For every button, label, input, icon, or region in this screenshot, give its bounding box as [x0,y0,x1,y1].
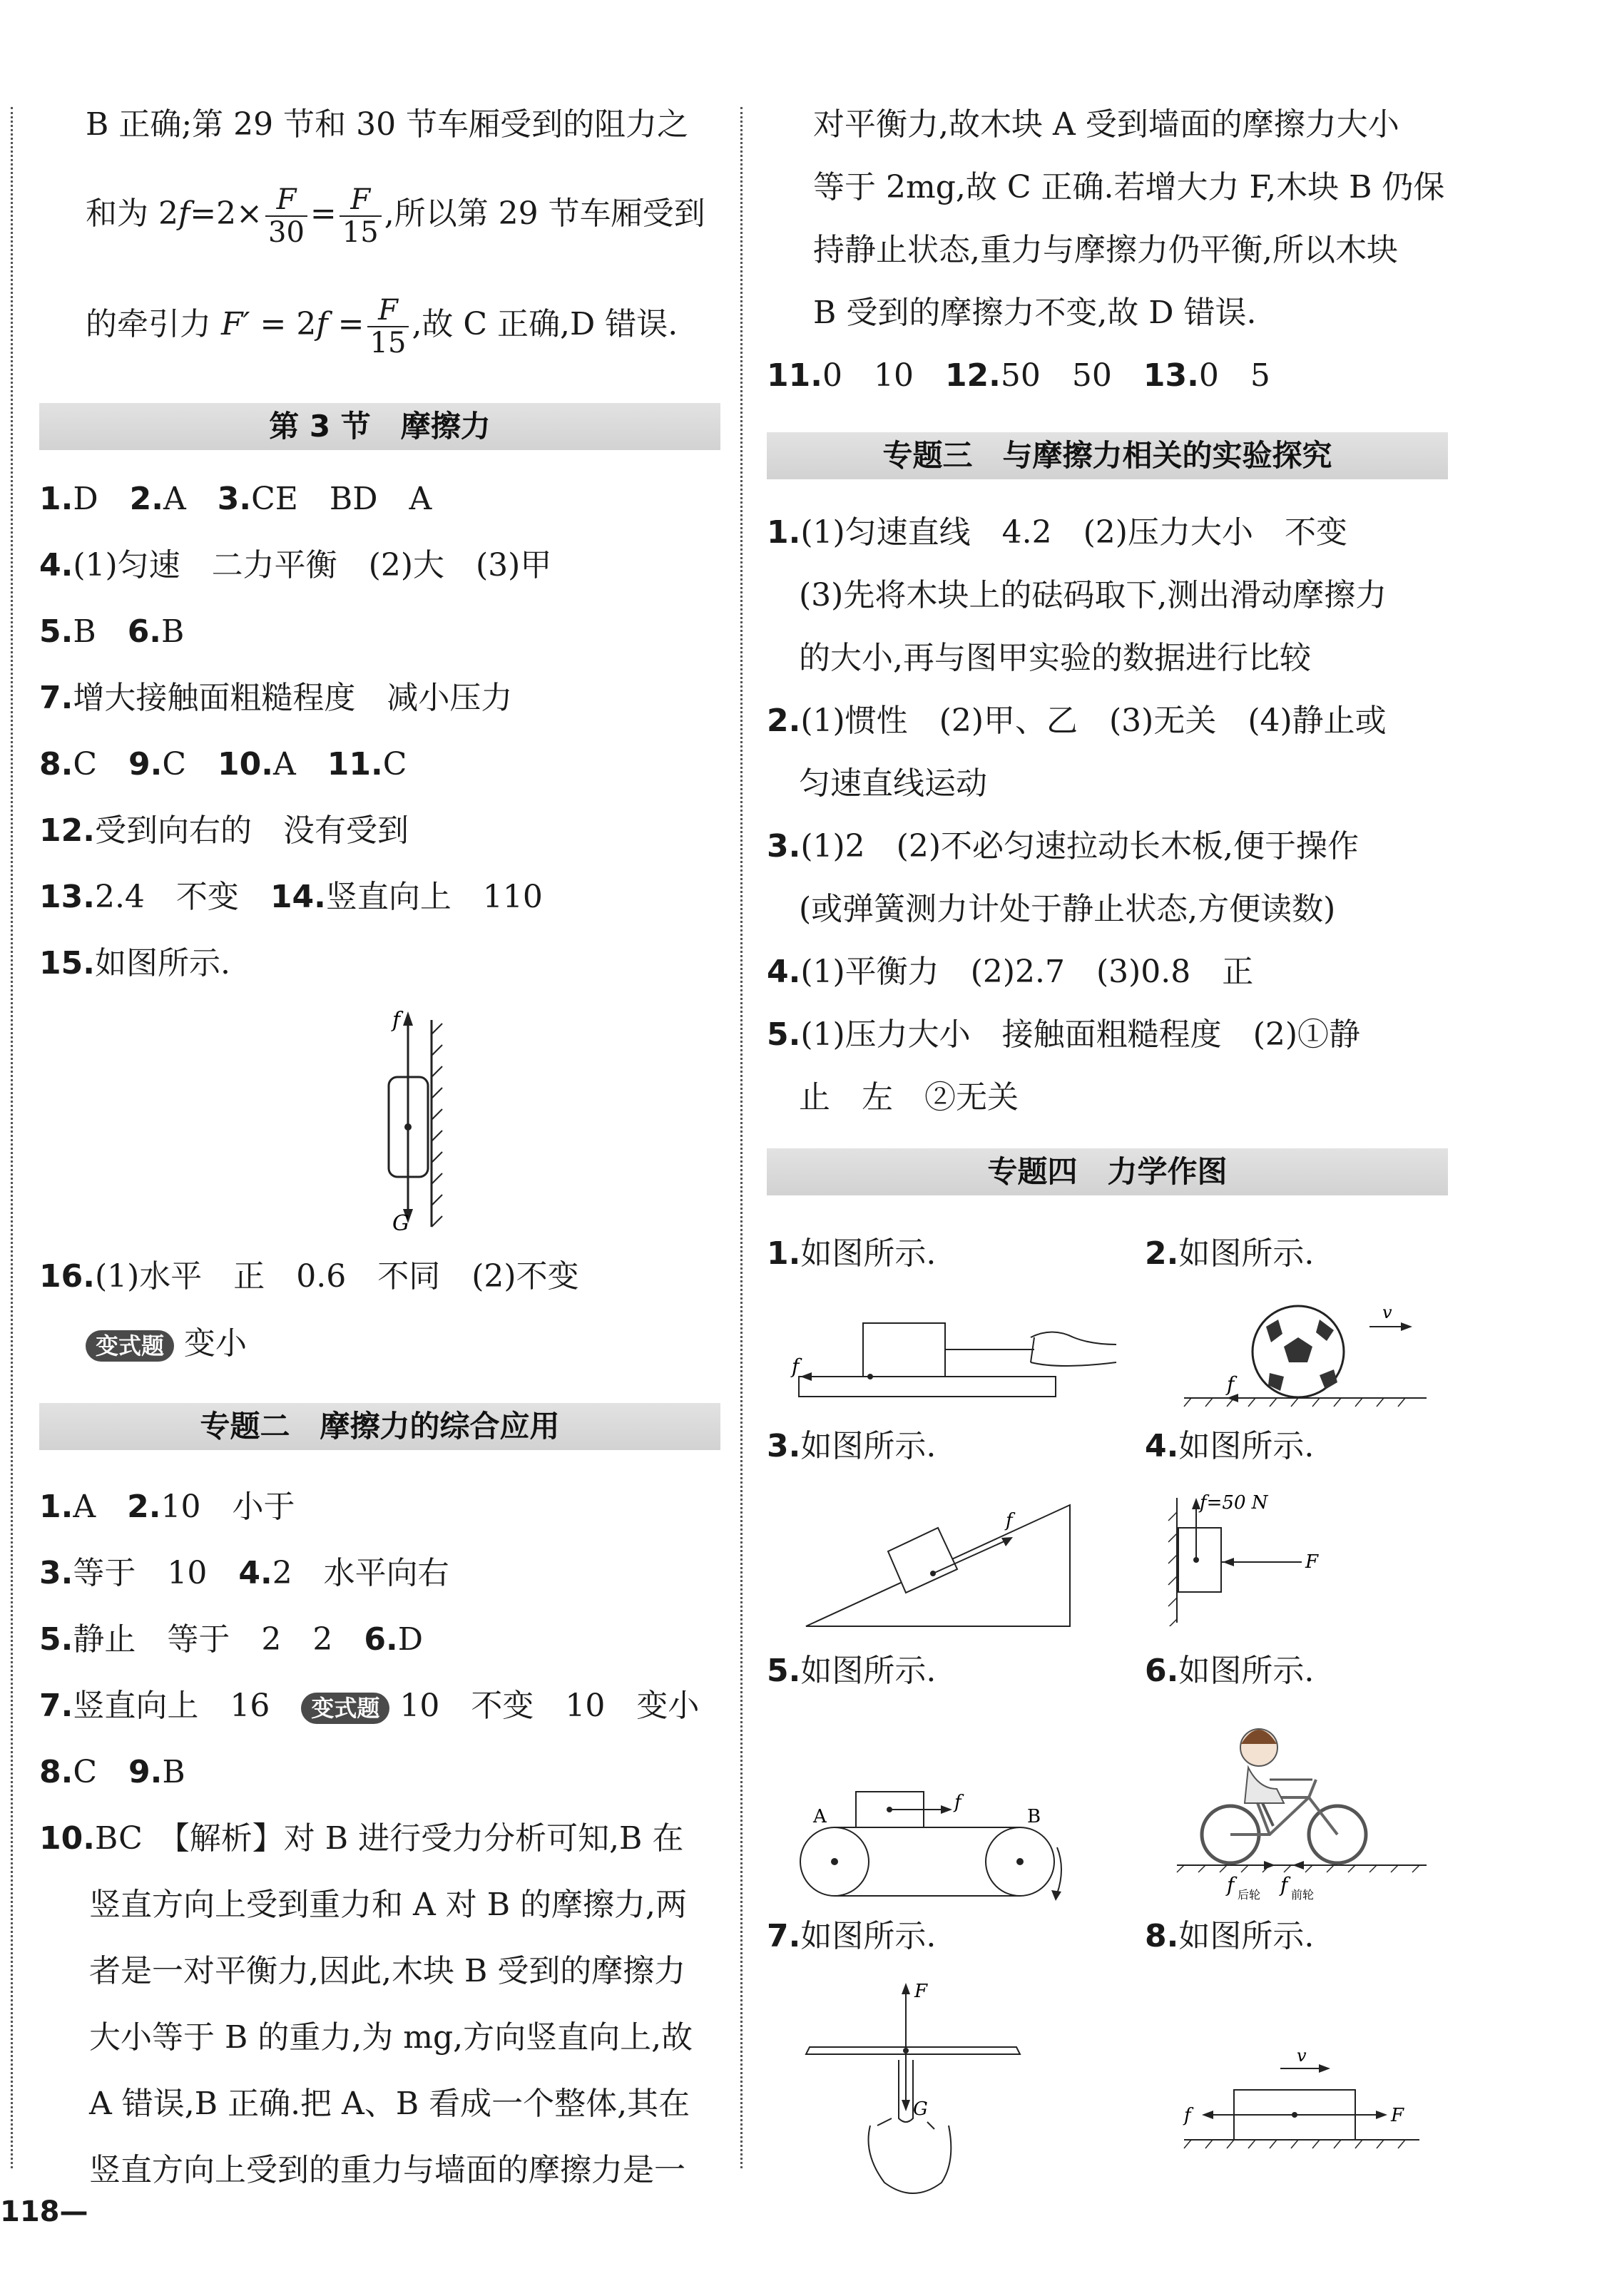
figure-1 [785,1298,1127,1405]
answer-line [767,700,1387,743]
girl-body [1245,1767,1284,1803]
q-num: 1. [767,514,801,551]
q-num: 11. [767,357,822,394]
answer-line [767,825,1359,868]
q-num: 12. [944,357,1001,394]
q-num: 9. [128,1754,163,1790]
ans: (1)2 (2)不必匀速拉动长木板,便于操作 [800,828,1359,864]
fraction [367,295,409,359]
answer-line [39,611,184,653]
q-num: 3. [217,481,252,517]
figure-6 [1156,1712,1455,1904]
arrow-head [902,2100,910,2111]
label-F: F [1305,1551,1319,1573]
text: 和为 2 [86,195,178,232]
block [888,1528,957,1593]
answer-line [1145,1650,1314,1693]
q-num: 4. [767,954,801,990]
q-num: 2. [127,1489,161,1525]
answer-line [39,1618,423,1661]
q-num: 6. [364,1621,398,1658]
text: 的牵引力 [86,306,221,342]
q-num: 7. [767,1918,801,1954]
text-line: 竖直方向上受到重力和 A 对 B 的摩擦力,两 [89,1887,688,1923]
text-line: A 错误,B 正确.把 A、B 看成一个整体,其在 [89,2086,690,2122]
answer-line [767,1233,936,1275]
ruler [806,2047,1020,2054]
denominator: 15 [369,326,407,359]
label-F: F [1391,2105,1404,2126]
q-num: 2. [1145,1235,1179,1272]
ans: CE BD A [251,481,432,517]
axle [1016,1858,1024,1865]
var: f [178,195,190,232]
q-num: 4. [238,1555,272,1591]
left-margin-dotted-line [11,107,13,2168]
ans: 0 5 [1198,357,1270,394]
text-line: (3)先将木块上的砝码取下,测出滑动摩擦力 [799,577,1387,613]
text-line: 竖直方向上受到的重力与墙面的摩擦力是一 [89,2152,685,2188]
arrow-head [1319,2064,1330,2073]
q-num: 13. [39,879,95,915]
ans: 如图所示. [1178,1428,1315,1464]
ans: 竖直向上 16 [73,1688,302,1724]
axle [831,1858,838,1865]
label-f-front: f [1280,1873,1288,1897]
label-B: B [1027,1806,1041,1827]
ans: 10 不变 10 变小 [389,1688,700,1724]
fraction [340,184,382,248]
denominator: 15 [342,215,379,249]
figure-7 [799,1976,1041,2204]
section-heading: 专题四 力学作图 [767,1148,1448,1195]
arrow-head [1264,1861,1275,1869]
front-wheel [1309,1806,1366,1863]
ans: 0 10 [822,357,945,394]
q-num: 5. [39,1621,73,1658]
q-num: 11. [327,746,383,782]
answer-line [767,951,1253,994]
ans: C [73,746,129,782]
ans: 如图所示. [94,945,230,981]
ans: (1)平衡力 (2)2.7 (3)0.8 正 [800,954,1254,990]
section-heading: 专题二 摩擦力的综合应用 [39,1403,720,1450]
label-sub: 后轮 [1238,1888,1261,1902]
q-num: 4. [1145,1428,1179,1464]
ans: A [73,1489,128,1525]
ans: 受到向右的 没有受到 [94,812,409,849]
q-num: 15. [39,945,95,981]
arrow-head [941,1805,952,1814]
q-num: 5. [39,613,73,650]
label-v: v [1297,2046,1307,2066]
label-A: A [813,1806,827,1827]
text-line: 大小等于 B 的重力,为 mg,方向竖直向上,故 [89,2019,693,2056]
q-num: 2. [129,481,163,517]
arrow-head [1376,2111,1387,2119]
variant-badge: 变式题 [86,1330,174,1362]
q-num: 6. [127,613,162,650]
ans: C [73,1754,129,1790]
ground-hatch [1184,2140,1405,2148]
q-num: 5. [767,1653,801,1689]
ans: (1)匀速 二力平衡 (2)大 (3)甲 [73,547,552,583]
label-f: f=50 N [1200,1492,1268,1514]
arrow-head [403,1011,413,1026]
arrow-head [902,1983,910,1994]
q-num: 13. [1143,357,1199,394]
answer-line [767,1014,1360,1056]
girl-hair [1241,1730,1277,1744]
ans: B [161,613,185,650]
q-num: 1. [39,481,73,517]
fraction [265,184,307,248]
ans: 等于 10 [73,1555,239,1591]
answer-line [39,1817,683,1860]
ans: 静止 等于 2 2 [73,1621,364,1658]
column-divider [740,107,743,2168]
numerator: F [367,295,409,327]
answer-line [39,876,543,919]
ans: B [73,613,128,650]
text-line: 对平衡力,故木块 A 受到墙面的摩擦力大小 [813,106,1399,143]
arrow-head [1051,1890,1061,1901]
formula-line [86,289,678,360]
q-num: 5. [767,1016,801,1053]
ans: 如图所示. [1178,1235,1315,1272]
q-num: 12. [39,812,95,849]
rotation-arrow [1057,1847,1061,1894]
ans: D [73,481,130,517]
answer-line [39,1486,295,1529]
answer-line [39,677,512,720]
answer-line [39,942,230,985]
ans: D [397,1621,423,1658]
wall-hatch [1168,1512,1177,1626]
arrow-head [800,1372,812,1381]
wall-hatch [432,1024,442,1227]
figure-2 [1156,1291,1455,1412]
ans: BC 【解析】对 B 进行受力分析可知,B 在 [94,1820,684,1857]
board [799,1377,1056,1397]
figure-8 [1156,2026,1441,2168]
ans: 变小 [174,1325,248,1362]
arrow-head [1202,2111,1213,2119]
var: f [316,306,328,342]
figure-4 [1156,1484,1427,1626]
variant-badge: 变式题 [301,1693,389,1724]
label-f: f [954,1792,961,1813]
answer-line [767,1915,936,1958]
ans: 50 50 [1000,357,1143,394]
block [1178,1528,1221,1592]
numerator: F [265,184,307,217]
text: = [310,195,337,232]
answer-line [1145,1425,1314,1468]
ans: 如图所示. [800,1235,937,1272]
text-line: 等于 2mg,故 C 正确.若增大力 F,木块 B 仍保 [813,169,1445,205]
text-line: 止 左 ②无关 [799,1079,1019,1116]
ans: A [163,481,218,517]
answer-line [767,1650,936,1693]
ans: (1)水平 正 0.6 不同 (2)不变 [94,1258,579,1295]
text-line: B 正确;第 29 节和 30 节车厢受到的阻力之 [86,106,689,143]
ans: 2.4 不变 [94,879,270,915]
label-f: f [1227,1372,1235,1396]
label-f: f [1184,2105,1191,2126]
text-line: (或弹簧测力计处于静止状态,方便读数) [799,891,1336,927]
label-G: G [392,1211,409,1236]
answer-line [1145,1915,1314,1958]
answer-line [767,354,1270,397]
arrow-head [1401,1322,1412,1331]
text-line: 者是一对平衡力,因此,木块 B 受到的摩擦力 [89,1953,686,1989]
ans: 2 水平向右 [272,1555,449,1591]
ans: 增大接触面粗糙程度 减小压力 [73,680,513,716]
text-line: 的大小,再与图甲实验的数据进行比较 [799,640,1311,676]
label-f: f [392,1008,401,1033]
section-heading: 第 3 节 摩擦力 [39,403,720,450]
denominator: 30 [268,215,305,249]
text: ,所以第 29 节车厢受到 [384,195,705,232]
answer-line [767,1425,936,1468]
answer-line [767,511,1347,554]
label-G: G [913,2098,928,2120]
ans: 如图所示. [800,1918,937,1954]
q-num: 3. [767,1428,801,1464]
ans: C [162,746,218,782]
q-num: 3. [767,828,801,864]
q-num: 7. [39,680,73,716]
ans: (1)惯性 (2)甲、乙 (3)无关 (4)静止或 [800,703,1387,739]
answer-line [39,478,432,521]
hand-sketch [1031,1332,1116,1367]
ans: A [272,746,327,782]
label-F: F [914,1981,928,2002]
text-line: 持静止状态,重力与摩擦力仍平衡,所以木块 [813,232,1398,268]
arrow-head [1223,1558,1234,1566]
page-number: 118— [0,2195,88,2228]
q-num: 10. [218,746,273,782]
q-num: 16. [39,1258,95,1295]
q-num: 8. [1145,1918,1179,1954]
answer-line [1145,1233,1314,1275]
label-sub: 前轮 [1291,1888,1315,1902]
q-num: 8. [39,1754,73,1790]
section-heading: 专题三 与摩擦力相关的实验探究 [767,432,1448,479]
q-num: 8. [39,746,73,782]
q-num: 6. [1145,1653,1179,1689]
text: =2× [190,195,263,232]
text: ,故 C 正确,D 错误. [412,306,678,342]
text-line: 匀速直线运动 [799,765,987,802]
var: F′ [221,306,250,342]
text: = 2 [250,306,317,342]
ans: B [162,1754,185,1790]
numerator: F [340,184,382,217]
figure-3 [799,1491,1084,1633]
answer-line [39,743,407,786]
answer-line [39,810,409,852]
q-num: 2. [767,703,801,739]
q-num: 7. [39,1688,73,1724]
q-num: 14. [270,879,326,915]
answer-line [39,1751,185,1794]
ans: (1)匀速直线 4.2 (2)压力大小 不变 [800,514,1347,551]
label-f-rear: f [1227,1873,1235,1897]
ans: 如图所示. [1178,1653,1315,1689]
text-line: B 受到的摩擦力不变,故 D 错误. [813,295,1257,331]
answer-line [39,1255,579,1298]
label-v: v [1382,1302,1392,1322]
q-num: 4. [39,547,73,583]
hand-sketch [869,2060,952,2193]
ans: 如图所示. [800,1653,937,1689]
q-num: 9. [128,746,163,782]
variant-line [86,1322,247,1365]
text: = [327,306,364,342]
q-num: 1. [39,1489,73,1525]
ground-hatch [1184,1398,1405,1407]
ans: C [382,746,407,782]
q-num: 10. [39,1820,95,1857]
ans: 10 小于 [160,1489,295,1525]
ans: 竖直向上 110 [325,879,543,915]
label-f: f [1006,1510,1013,1531]
block [863,1323,945,1377]
figure-5 [792,1776,1091,1904]
ans: 如图所示. [1178,1918,1315,1954]
arrow-head [1292,1861,1304,1869]
answer-line [39,1685,699,1728]
answer-line [39,544,551,587]
q-num: 1. [767,1235,801,1272]
answer-line [39,1552,449,1595]
figure-15 [342,1006,456,1241]
label-f: f [792,1354,800,1378]
ans: (1)压力大小 接触面粗糙程度 (2)①静 [800,1016,1360,1053]
formula-line [86,178,705,250]
q-num: 3. [39,1555,73,1591]
ans: 如图所示. [800,1428,937,1464]
